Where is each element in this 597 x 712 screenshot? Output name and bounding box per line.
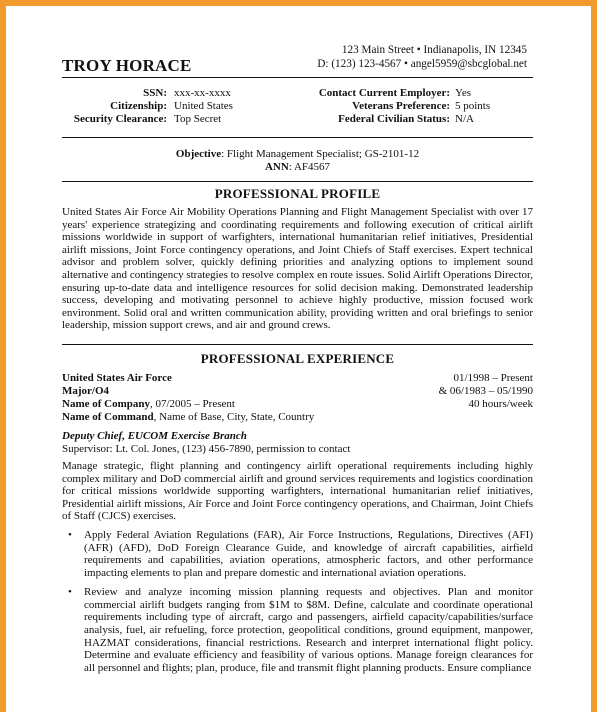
info-divider — [62, 137, 533, 138]
resume-page — [6, 6, 591, 712]
command-label: Name of Command — [62, 411, 154, 423]
info-value: Top Secret — [174, 113, 222, 125]
bullet-icon: • — [68, 529, 72, 541]
company-row — [62, 398, 533, 411]
experience-divider — [62, 344, 533, 345]
command-value: , Name of Base, City, State, Country — [153, 411, 315, 423]
info-value: N/A — [455, 113, 474, 125]
duty-text: Review and analyze incoming mission planning requests and objectives. Plan and monitor commercial airlift budgets ranging from $1M to $8M. Define, calculate and coordinate operational requirements including type of aircraft, cargo and passengers, airfield capacity/capabilities/surface analysis, fuel, air refueling, force protection, geopolitical conditions, ground equipment, manpower, HAZMAT considerations, financial restrictions. Research and interpret international flight policy. Determine and evaluate efficiency and feasibility of various options. Manage foreign clearances for all personnel and flights; plan, produce, file and transmit flight planning products. Ensure compliance — [84, 585, 533, 675]
info-row — [62, 100, 533, 113]
info-value: xxx-xx-xxxx — [174, 87, 231, 99]
list-item — [62, 586, 533, 675]
header-divider — [62, 77, 533, 78]
company-value: , 07/2005 – Present — [150, 398, 235, 410]
employer-row — [62, 372, 533, 385]
experience-heading: PROFESSIONAL EXPERIENCE — [200, 351, 395, 366]
duty-text: Apply Federal Aviation Regulations (FAR), Air Force Instructions, Regulations, Directives (AFI) (AFR) (AFD), DoD Foreign Clearance Guide, and knowledge of aircraft capabilities, airfield requirements and capabilities, aviation operations, atmospheric factors, and other performance impacting elements to plan and prepare domestic and international aviation operations. — [84, 529, 533, 580]
info-row — [62, 87, 533, 100]
employer-name: United States Air Force — [62, 372, 172, 384]
candidate-name: TROY HORACE — [62, 56, 192, 75]
ann-text: : AF4567 — [288, 161, 331, 173]
hours-per-week: 40 hours/week — [468, 398, 533, 410]
profile-heading: PROFESSIONAL PROFILE — [214, 186, 381, 201]
info-label: SSN: — [143, 87, 167, 99]
experience-summary: Manage strategic, flight planning and contingency airlift operational requirements including highly complex military and DoD commercial airlift and ground services requirements and logistics coordination for critical missions worldwide supporting warfighters, international humanitarian relief initiatives, Presidential airlift missions, Air Force and Joint Force contingency operations, and Chairman, Joint Chiefs of Staff (CJCS) exercises. — [62, 460, 533, 523]
bullet-icon: • — [68, 585, 72, 598]
info-value: United States — [174, 100, 233, 112]
position-title: Deputy Chief, EUCOM Exercise Branch — [62, 430, 247, 442]
company-label: Name of Company — [62, 398, 150, 410]
ann-label: ANN — [264, 161, 289, 173]
info-label: Security Clearance: — [73, 113, 167, 125]
profile-text: United States Air Force Air Mobility Operations Planning and Flight Management Specialist with over 17 years' experience strategizing and coordinating requirements and following execution of critical airlift missions worldwide in support of warfighters, international humanitarian relief initiatives, Presidential airlift missions, Joint Force contingency operations, and Joint Chiefs of Staff exercises. Expert technical advisor and problem solver, quickly defining priorities and analyzing options to implement sound alternative and contingency strategies to resolve complex en route issues. Solid Airlift Operations Director, ensuring up-to-date data and intelligence resources for solid decision making. Demonstrated leadership success, developing and motivating personnel to achieve highly productive, mission focused work environment. Solid oral and written communication ability, providing written and oral briefings to senior leadership, mission support crews, and air and ground crews. — [62, 206, 533, 332]
employment-date-2: & 06/1983 – 05/1990 — [438, 385, 533, 397]
duty-list — [62, 529, 533, 681]
supervisor-line: Supervisor: Lt. Col. Jones, (123) 456-7890, permission to contact — [62, 443, 351, 455]
command-row — [62, 411, 533, 424]
objective-text: : Flight Management Specialist; GS-2101-12 — [221, 148, 420, 160]
ann-line — [62, 161, 533, 174]
rank-row — [62, 385, 533, 398]
info-label: Federal Civilian Status: — [338, 113, 450, 125]
list-item — [62, 529, 533, 580]
info-value: 5 points — [455, 100, 491, 112]
info-row — [62, 113, 533, 126]
profile-divider — [62, 181, 533, 182]
info-label: Citizenship: — [110, 100, 167, 112]
rank: Major/O4 — [62, 385, 110, 397]
contact-phone-email: D: (123) 123-4567 • angel5959@sbcglobal.net — [317, 58, 527, 70]
employment-date: 01/1998 – Present — [453, 372, 533, 384]
objective-line — [62, 148, 533, 161]
info-label: Veterans Preference: — [352, 100, 450, 112]
objective-label: Objective — [175, 148, 222, 160]
contact-address: 123 Main Street • Indianapolis, IN 12345 — [341, 44, 527, 56]
info-label: Contact Current Employer: — [318, 87, 450, 99]
info-value: Yes — [455, 87, 472, 99]
